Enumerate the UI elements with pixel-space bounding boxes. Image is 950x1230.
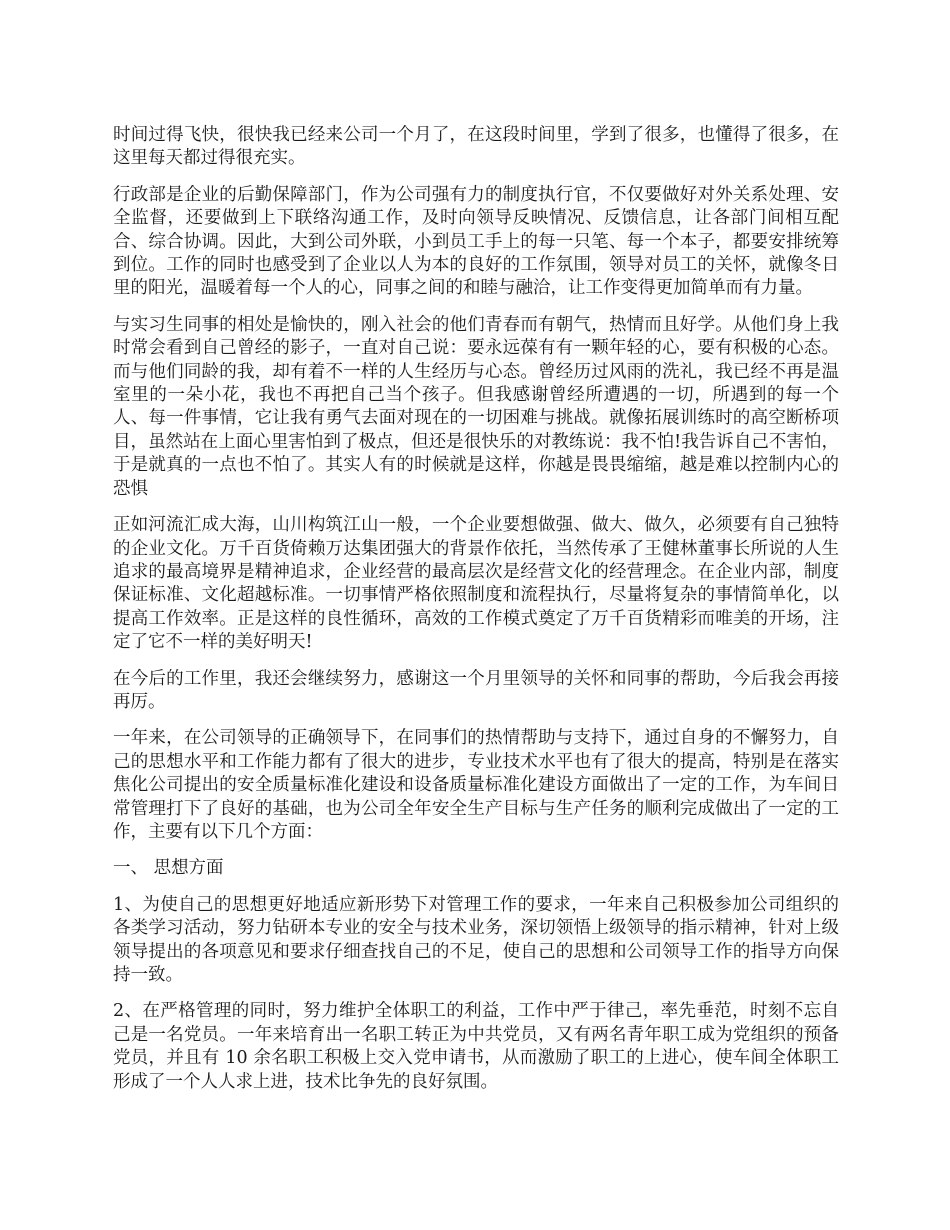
document-body [113, 124, 839, 1107]
paragraph-admin-department: 行政部是企业的后勤保障部门，作为公司强有力的制度执行官，不仅要做好对外关系处理、安全监督，还要做到上下联络沟通工作，及时向领导反映情况、反馈信息，让各部门间相互配合、综合协调。因此，大到公司外联，小到员工手上的每一只笔、每一个本子，都要安排统筹到位。工作的同时也感受到了企业以人为本的良好的工作氛围，领导对员工的关怀，就像冬日里的阳光，温暖着每一个人的心，同事之间的和睦与融洽，让工作变得更加简单而有力量。 [113, 184, 839, 299]
paragraph-intro: 时间过得飞快，很快我已经来公司一个月了，在这段时间里，学到了很多，也懂得了很多，在这里每天都过得很充实。 [113, 125, 839, 169]
paragraph-item-1: 1、为使自己的思想更好地适应新形势下对管理工作的要求，一年来自己积极参加公司组织的各类学习活动，努力钻研本专业的安全与技术业务，深切领悟上级领导的指示精神，针对上级领导提出的各项意见和要求仔细查找自己的不足，使自己的思想和公司领导工作的指导方向保持一致。 [113, 894, 839, 985]
paragraph-year-summary: 一年来，在公司领导的正确领导下，在同事们的热情帮助与支持下，通过自身的不懈努力，自己的思想水平和工作能力都有了很大的进步，专业技术水平也有了很大的提高，特别是在落实焦化公司提出的安全质量标准化建设和设备质量标准化建设方面做出了一定的工作，为车间日常管理打下了良好的基础，也为公司全年安全生产目标与生产任务的顺利完成做出了一定的工作，主要有以下几个方面： [113, 728, 839, 842]
section-heading-thought: 一、 思想方面 [113, 858, 224, 879]
paragraph-intern-colleagues: 与实习生同事的相处是愉快的，刚入社会的他们青春而有朝气，热情而且好学。从他们身上我时常会看到自己曾经的影子，一直对自己说：要永远葆有有一颗年轻的心，要有积极的心态。而与他们同龄的我，却有着不一样的人生经历与心态。曾经历过风雨的洗礼，我已经不再是温室里的一朵小花，我也不再把自己当个孩子。但我感谢曾经所遭遇的一切，所遇到的每一个人、每一件事情，它让我有勇气去面对现在的一切困难与挑战。就像拓展训练时的高空断桥项目，虽然站在上面心里害怕到了极点，但还是很快乐的对教练说：我不怕!我告诉自己不害怕，于是就真的一点也不怕了。其实人有的时候就是这样，你越是畏畏缩缩，越是难以控制内心的恐惧 [113, 314, 839, 499]
paragraph-future-work: 在今后的工作里，我还会继续努力，感谢这一个月里领导的关怀和同事的帮助，今后我会再接再厉。 [113, 668, 839, 712]
paragraph-item-2: 2、在严格管理的同时，努力维护全体职工的利益，工作中严于律己，率先垂范，时刻不忘自己是一名党员。一年来培育出一名职工转正为中共党员，又有两名青年职工成为党组织的预备党员，并且有 10 余名职工积极上交入党申请书，从而激励了职工的上进心，使车间全体职工形成了一个人人求上进，技术比争先的良好氛围。 [113, 1001, 839, 1092]
paragraph-corporate-culture: 正如河流汇成大海，山川构筑江山一般，一个企业要想做强、做大、做久，必须要有自己独特的企业文化。万千百货倚赖万达集团强大的背景作依托，当然传承了王健林董事长所说的人生追求的最高境界是精神追求，企业经营的最高层次是经营文化的经营理念。在企业内部，制度保证标准、文化超越标准。一切事情严格依照制度和流程执行，尽量将复杂的事情简单化，以提高工作效率。正是这样的良性循环，高效的工作模式奠定了万千百货精彩而唯美的开场，注定了它不一样的美好明天! [113, 515, 839, 653]
